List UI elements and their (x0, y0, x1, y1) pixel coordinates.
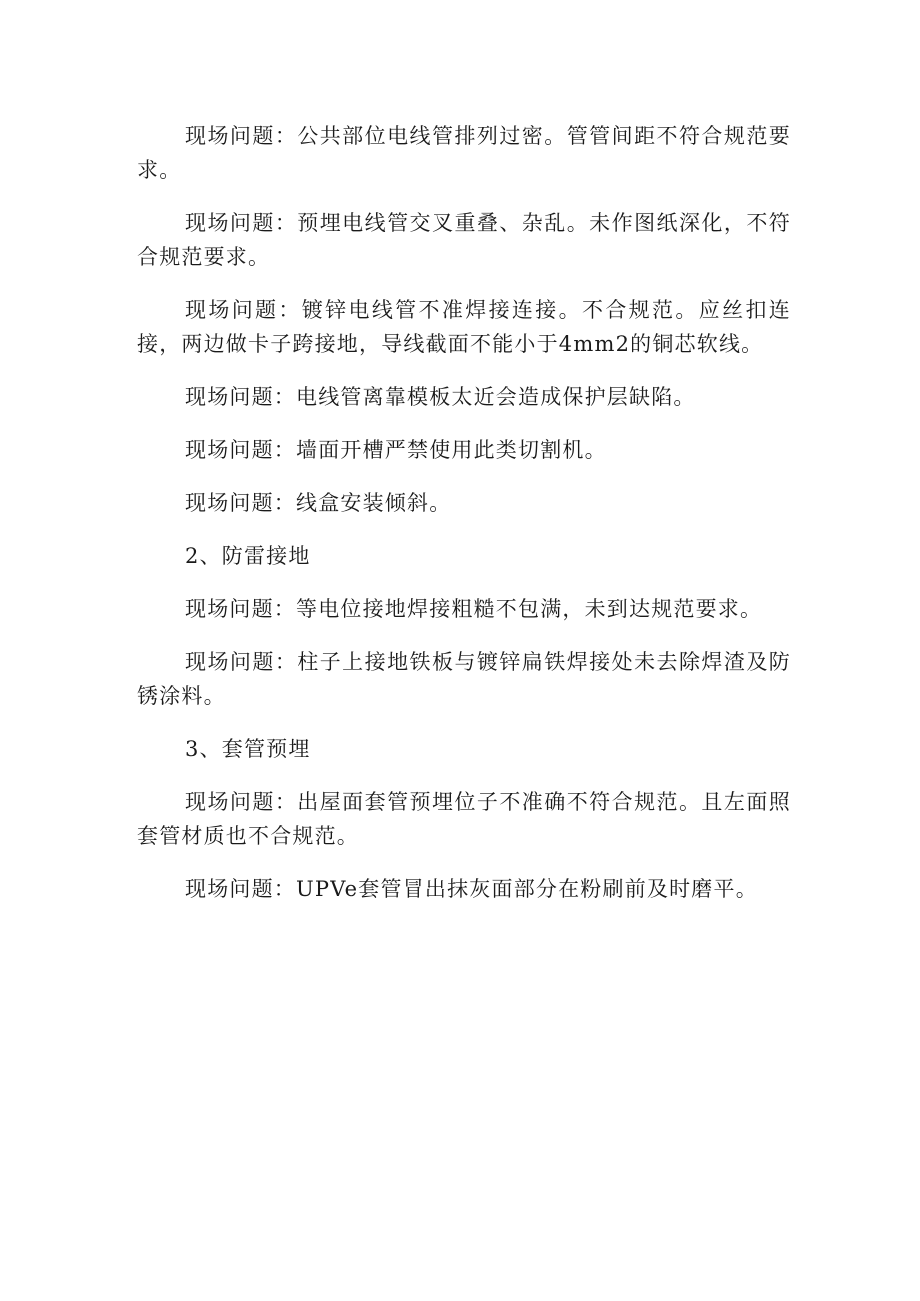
paragraph-conduit-crossing: 现场问题：预埋电线管交叉重叠、杂乱。未作图纸深化，不符合规范要求。 (137, 211, 791, 269)
paragraph-galvanized-welding: 现场问题：镀锌电线管不准焊接连接。不合规范。应丝扣连接，两边做卡子跨接地，导线截面不能小于4mm2的铜芯软线。 (137, 298, 791, 356)
paragraph-wall-grooving: 现场问题：墙面开槽严禁使用此类切割机。 (185, 438, 607, 462)
paragraph-box-tilt: 现场问题：线盒安装倾斜。 (185, 491, 452, 515)
paragraph-column-plate-welding: 现场问题：柱子上接地铁板与镀锌扁铁焊接处未去除焊渣及防锈涂料。 (137, 650, 791, 708)
paragraph-upve-sleeve-grinding: 现场问题：UPVe套管冒出抹灰面部分在粉刷前及时磨平。 (185, 877, 758, 901)
section-heading-lightning-grounding: 2、防雷接地 (185, 544, 311, 568)
paragraph-formwork-proximity: 现场问题：电线管离靠模板太近会造成保护层缺陷。 (185, 385, 696, 409)
document-body (137, 119, 791, 925)
paragraph-conduit-spacing: 现场问题：公共部位电线管排列过密。管管间距不符合规范要求。 (137, 124, 791, 182)
paragraph-equipotential-welding: 现场问题：等电位接地焊接粗糙不包满，未到达规范要求。 (185, 597, 763, 621)
paragraph-roof-sleeve-position: 现场问题：出屋面套管预埋位子不准确不符合规范。且左面照套管材质也不合规范。 (137, 790, 791, 848)
section-heading-sleeve-embedding: 3、套管预埋 (185, 737, 311, 761)
